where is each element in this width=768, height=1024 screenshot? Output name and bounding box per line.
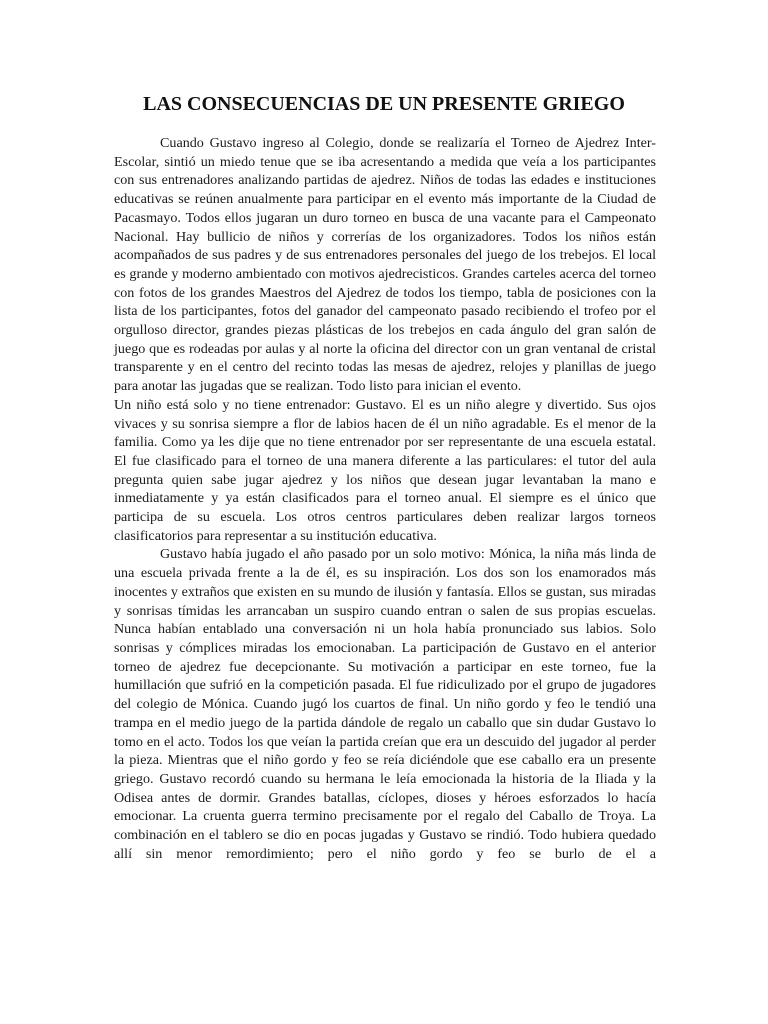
document-body (114, 134, 656, 863)
document-title: LAS CONSECUENCIAS DE UN PRESENTE GRIEGO (143, 93, 625, 115)
paragraph-1: Cuando Gustavo ingreso al Colegio, donde se realizaría el Torneo de Ajedrez Inter-Escolar, sintió un miedo tenue que se iba acresentando a medida que veía a los participantes con sus entrenadores analizando partidas de ajedrez. Niños de todas las edades e instituciones educativas se reúnen anualmente para participar en el evento más importante de la Ciudad de Pacasmayo. Todos ellos jugaran un duro torneo en busca de una vacante para el Campeonato Nacional. Hay bullicio de niños y correrías de los organizadores. Todos los niños están acompañados de sus padres y de sus entrenadores personales del juego de los trebejos. El local es grande y moderno ambientado con motivos ajedrecisticos. Grandes carteles acerca del torneo con fotos de los grandes Maestros del Ajedrez de todos los tiempo, tabla de posiciones con la lista de los participantes, fotos del ganador del campeonato pasado recibiendo el trofeo por el orgulloso director, grandes piezas plásticas de los trebejos en cada ángulo del gran salón de juego que es rodeadas por aulas y al norte la oficina del director con un gran ventanal de cristal transparente y en el centro del recinto todas las mesas de ajedrez, relojes y planillas de juego para anotar las jugadas que se realizan. Todo listo para inician el evento. (114, 135, 656, 395)
paragraph-3: Gustavo había jugado el año pasado por un solo motivo: Mónica, la niña más linda de una escuela privada frente a la de él, es su inspiración. Los dos son los enamorados más inocentes y extraños que existen en su mundo de ilusión y fantasía. Ellos se gustan, sus miradas y sonrisas tímidas les arrancaban un suspiro cuando entran o salen de sus propias escuelas. Nunca habían entablado una conversación ni un hola había pronunciado sus labios. Solo sonrisas y cómplices miradas los emocionaban. La participación de Gustavo en el anterior torneo de ajedrez fue decepcionante. Su motivación a participar en este torneo, fue la humillación que sufrió en la competición pasada. El fue ridiculizado por el grupo de jugadores del colegio de Mónica. Cuando jugó los cuartos de final. Un niño gordo y feo le tendió una trampa en el medio juego de la partida dándole de regalo un caballo que sin dudar Gustavo lo tomo en el acto. Todos los que veían la partida creían que era un descuido del jugador al perder la pieza. Mientras que el niño gordo y feo se reía diciéndole que ese caballo era un presente griego. Gustavo recordó cuando su hermana le leía emocionada la historia de la Iliada y la Odisea antes de dormir. Grandes batallas, cíclopes, dioses y héroes esforzados lo hacía emocionar. La cruenta guerra termino precisamente por el regalo del Caballo de Troya. La combinación en el tablero se dio en pocas jugadas y Gustavo se rindió. Todo hubiera quedado allí sin menor remordimiento; pero el niño gordo y feo se burlo de el a (114, 546, 656, 862)
paragraph-2: Un niño está solo y no tiene entrenador: Gustavo. El es un niño alegre y divertido. Sus ojos vivaces y su sonrisa siempre a flor de labios hacen de él un niño agradable. Es el menor de la familia. Como ya les dije que no tiene entrenador por ser representante de una escuela estatal. El fue clasificado para el torneo de una manera diferente a las particulares: el tutor del aula pregunta quien sabe jugar ajedrez y los niños que desean jugar levantaban la mano e inmediatamente y ya están clasificados para el torneo anual. El siempre es el único que participa de su escuela. Los otros centros particulares deben realizar largos torneos clasificatorios para representar a su institución educativa. (114, 396, 656, 544)
